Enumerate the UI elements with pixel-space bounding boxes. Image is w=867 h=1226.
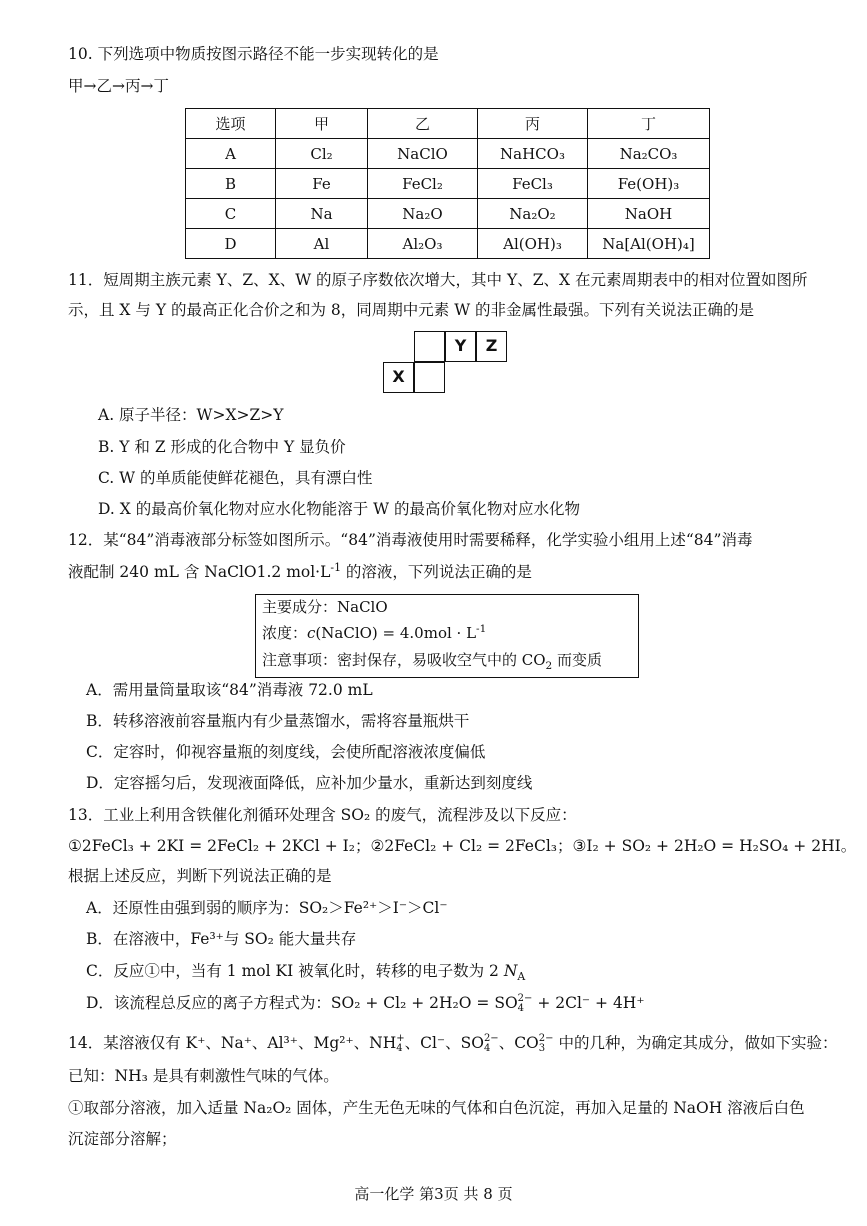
table-cell: Na[Al(OH)₄] xyxy=(588,229,710,259)
grid-cell-x: X xyxy=(383,362,414,393)
label-precautions: 注意事项：密封保存，易吸收空气中的 $CO_2$ 而变质 xyxy=(262,651,603,672)
table-cell: NaClO xyxy=(368,139,478,169)
q12-option-b: B．转移溶液前容量瓶内有少量蒸馏水，需将容量瓶烘干 xyxy=(86,712,470,730)
table-cell: Cl₂ xyxy=(276,139,368,169)
q14-stem-line2: 已知：NH₃ 是具有刺激性气味的气体。 xyxy=(68,1067,339,1085)
table-cell: Al₂O₃ xyxy=(368,229,478,259)
q12-option-a: A．需用量筒量取该“84”消毒液 72.0 mL xyxy=(86,681,373,699)
table-cell: Na₂O xyxy=(368,199,478,229)
q13-stem-line1: 13．工业上利用含铁催化剂循环处理含 SO₂ 的废气，流程涉及以下反应： xyxy=(68,806,577,824)
table-cell: NaHCO₃ xyxy=(478,139,588,169)
table-header-cell: 丙 xyxy=(478,109,588,139)
table-cell: Na₂CO₃ xyxy=(588,139,710,169)
table-cell: NaOH xyxy=(588,199,710,229)
q11-option-d: D. X 的最高价氧化物对应水化物能溶于 W 的最高价氧化物对应水化物 xyxy=(98,500,580,518)
table-cell: Na₂O₂ xyxy=(478,199,588,229)
table-cell: Fe(OH)₃ xyxy=(588,169,710,199)
q10-table xyxy=(185,108,710,259)
q13-stem-line3: 根据上述反应，判断下列说法正确的是 xyxy=(68,867,332,885)
table-cell: Al(OH)₃ xyxy=(478,229,588,259)
table-header-cell: 乙 xyxy=(368,109,478,139)
table-cell: Fe xyxy=(276,169,368,199)
q12-stem-line1: 12．某“84”消毒液部分标签如图所示。“84”消毒液使用时需要稀释，化学实验小组用上述“84”消毒 xyxy=(68,531,753,549)
q12-option-d: D．定容摇匀后，发现液面降低，应补加少量水，重新达到刻度线 xyxy=(86,774,533,792)
q11-option-a: A. 原子半径：W>X>Z>Y xyxy=(98,406,284,424)
q14-stem-line4: 沉淀部分溶解； xyxy=(68,1130,177,1148)
q12-stem-line2: 液配制 240 mL 含 NaClO1.2 $mol\cdot L^{-1}$ 的溶液，下列说法正确的是 xyxy=(68,560,532,581)
table-header-cell: 选项 xyxy=(186,109,276,139)
table-cell: Na xyxy=(276,199,368,229)
label-main-ingredient: 主要成分：NaClO xyxy=(262,598,388,616)
grid-cell-y: Y xyxy=(445,331,476,362)
table-cell: FeCl₃ xyxy=(478,169,588,199)
table-header-cell: 甲 xyxy=(276,109,368,139)
table-cell: Al xyxy=(276,229,368,259)
q14-stem-line3: ①取部分溶液，加入适量 Na₂O₂ 固体，产生无色无味的气体和白色沉淀，再加入足量的 NaOH 溶液后白色 xyxy=(68,1099,805,1117)
q11-stem-line1: 11．短周期主族元素 Y、Z、X、W 的原子序数依次增大，其中 Y、Z、X 在元素周期表中的相对位置如图所 xyxy=(68,271,808,289)
grid-empty-cell xyxy=(414,331,445,362)
table-row xyxy=(186,229,710,259)
q13-option-b: B．在溶液中，Fe³⁺与 SO₂ 能大量共存 xyxy=(86,930,357,948)
table-row xyxy=(186,169,710,199)
table-header-row xyxy=(186,109,710,139)
disinfectant-label-box xyxy=(255,594,639,678)
q11-option-b: B. Y 和 Z 形成的化合物中 Y 显负价 xyxy=(98,438,346,456)
q13-reactions: ①2FeCl₃ + 2KI = 2FeCl₂ + 2KCl + I₂；②2FeCl₂ + Cl₂ = 2FeCl₃；③I₂ + SO₂ + 2H₂O = H₂SO₄ + 2HI。 xyxy=(68,837,857,855)
grid-empty-cell xyxy=(414,362,445,393)
q11-stem-line2: 示，且 X 与 Y 的最高正化合价之和为 8，同周期中元素 W 的非金属性最强。下列有关说法正确的是 xyxy=(68,301,755,319)
q13-option-d: D．该流程总反应的离子方程式为：SO₂ + Cl₂ + 2H₂O = SO 2− 4 + 2Cl⁻ + 4H⁺ xyxy=(86,993,645,1014)
table-cell: A xyxy=(186,139,276,169)
table-cell: D xyxy=(186,229,276,259)
q14-stem-line1: 14．某溶液仅有 K⁺、Na⁺、Al³⁺、Mg²⁺、NH + 4 、Cl⁻、SO 2− 4 、CO 2− 3 中的几种，为确定其成分，做如下实验： xyxy=(68,1033,838,1054)
grid-cell-z: Z xyxy=(476,331,507,362)
table-cell: C xyxy=(186,199,276,229)
q11-option-c: C. W 的单质能使鲜花褪色，具有漂白性 xyxy=(98,469,373,487)
table-cell: B xyxy=(186,169,276,199)
table-cell: FeCl₂ xyxy=(368,169,478,199)
q10-conversion-path: 甲→乙→丙→丁 xyxy=(68,77,169,95)
q13-option-c: C．反应①中，当有 1 mol KI 被氧化时，转移的电子数为 2 $N_A$ xyxy=(86,962,526,984)
table-row xyxy=(186,139,710,169)
q13-option-a: A．还原性由强到弱的顺序为：SO₂＞Fe²⁺＞I⁻＞Cl⁻ xyxy=(86,899,448,917)
q12-option-c: C．定容时，仰视容量瓶的刻度线，会使所配溶液浓度偏低 xyxy=(86,743,486,761)
table-header-cell: 丁 xyxy=(588,109,710,139)
label-concentration: 浓度：c(NaClO) = $4.0mol \cdot L^{-1}$ xyxy=(262,623,487,642)
page-footer: 高一化学 第3页 共 8 页 xyxy=(354,1185,513,1203)
table-row xyxy=(186,199,710,229)
q10-title: 10. 下列选项中物质按图示路径不能一步实现转化的是 xyxy=(68,45,439,63)
